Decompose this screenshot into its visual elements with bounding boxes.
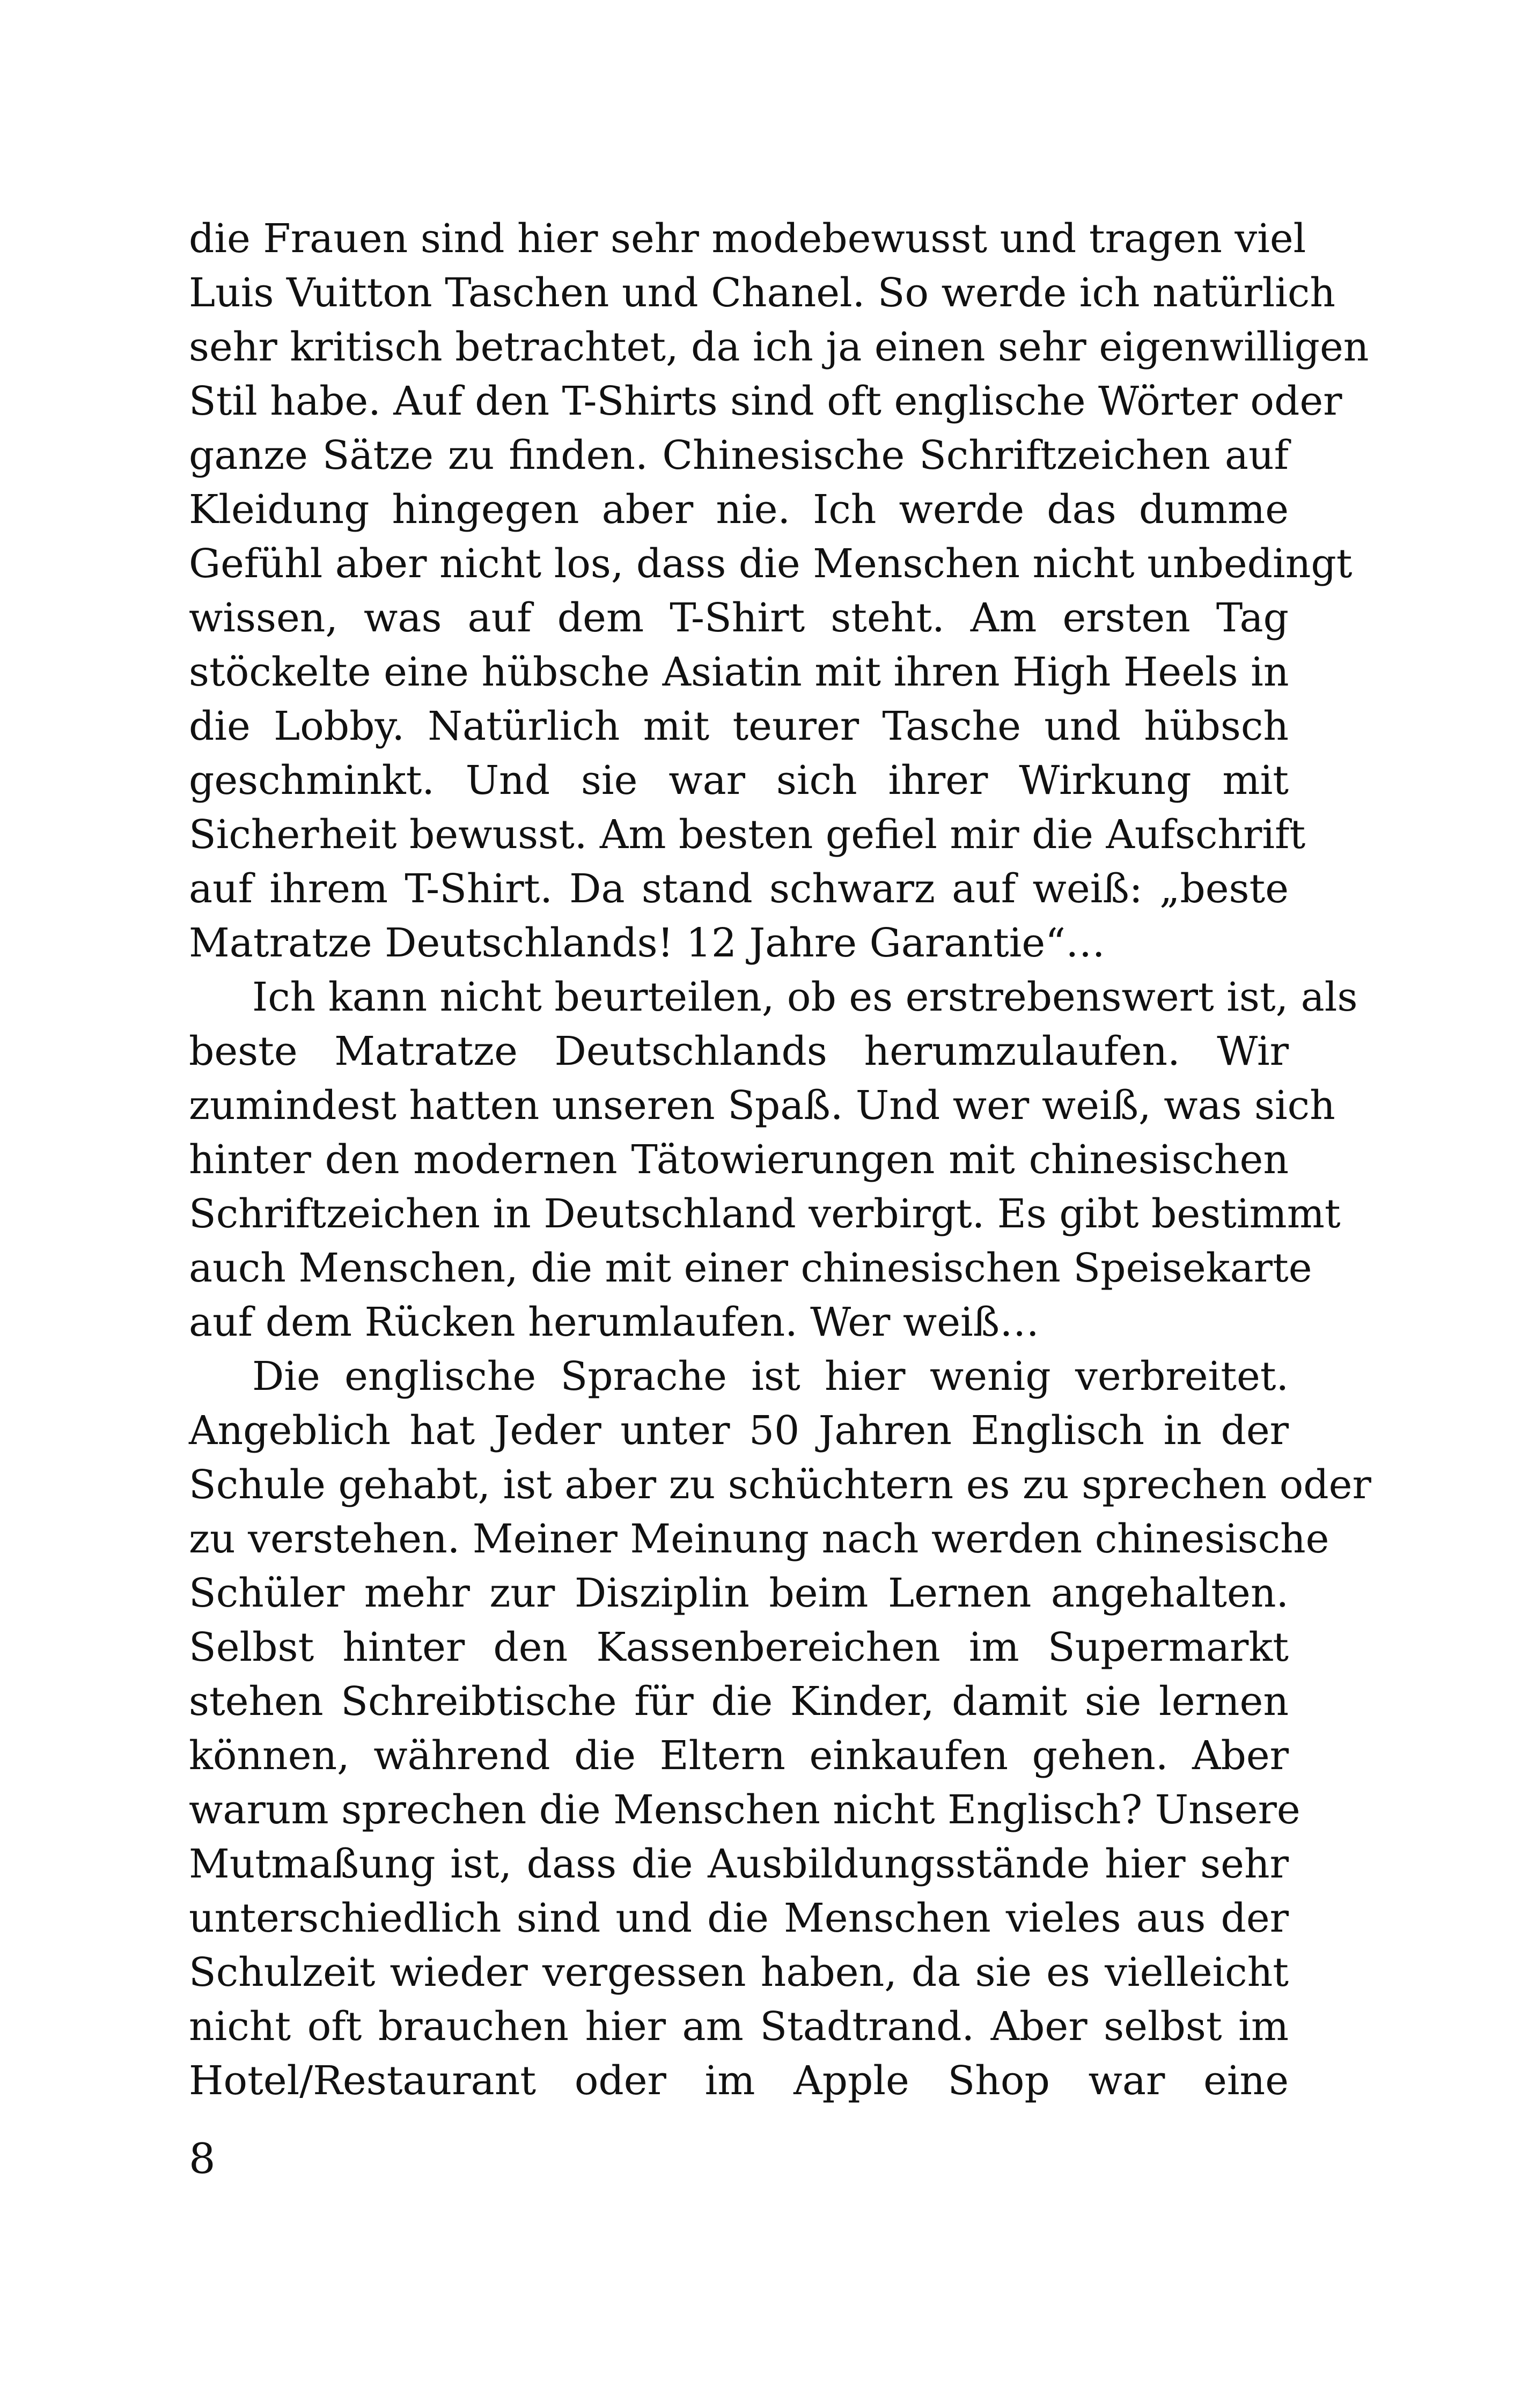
text-line: auf dem Rücken herumlaufen. Wer weiß… xyxy=(189,1299,1040,1345)
text-line: Angeblich hat Jeder unter 50 Jahren Englisch in der xyxy=(189,1408,1289,1454)
paragraph xyxy=(189,212,1369,970)
text-line: stöckelte eine hübsche Asiatin mit ihren High Heels in xyxy=(189,649,1289,695)
text-line: Kleidung hingegen aber nie. Ich werde das dumme xyxy=(189,487,1289,533)
text-line: die Frauen sind hier sehr modebewusst und tragen viel xyxy=(189,216,1306,262)
text-line: nicht oft brauchen hier am Stadtrand. Aber selbst im xyxy=(189,2004,1289,2050)
text-line: zu verstehen. Meiner Meinung nach werden chinesische xyxy=(189,1516,1329,1562)
text-line: warum sprechen die Menschen nicht Englisch? Unsere xyxy=(189,1787,1300,1833)
text-line: Gefühl aber nicht los, dass die Menschen nicht unbedingt xyxy=(189,541,1353,587)
text-line: Stil habe. Auf den T-Shirts sind oft englische Wörter oder xyxy=(189,378,1342,424)
text-line: auf ihrem T-Shirt. Da stand schwarz auf weiß: „beste xyxy=(189,866,1289,912)
text-line: geschminkt. Und sie war sich ihrer Wirkung mit xyxy=(189,757,1289,804)
text-line: unterschiedlich sind und die Menschen vieles aus der xyxy=(189,1895,1289,1941)
body-text xyxy=(189,212,1371,2108)
text-line: Sicherheit bewusst. Am besten gefiel mir die Aufschrift xyxy=(189,812,1306,858)
paragraph xyxy=(189,970,1358,1350)
text-line: auch Menschen, die mit einer chinesischen Speisekarte xyxy=(189,1245,1312,1291)
text-line: Ich kann nicht beurteilen, ob es erstrebenswert ist, als xyxy=(252,974,1358,1020)
text-line: Matratze Deutschlands! 12 Jahre Garantie“… xyxy=(189,920,1106,966)
text-line: sehr kritisch betrachtet, da ich ja einen sehr eigenwilligen xyxy=(189,324,1369,370)
text-line: Luis Vuitton Taschen und Chanel. So werde ich natürlich xyxy=(189,270,1336,316)
text-line: ganze Sätze zu finden. Chinesische Schriftzeichen auf xyxy=(189,432,1289,478)
text-line: Selbst hinter den Kassenbereichen im Supermarkt xyxy=(189,1624,1289,1670)
text-line: Mutmaßung ist, dass die Ausbildungsstände hier sehr xyxy=(189,1841,1289,1887)
text-line: hinter den modernen Tätowierungen mit chinesischen xyxy=(189,1137,1289,1183)
text-line: Schule gehabt, ist aber zu schüchtern es zu sprechen oder xyxy=(189,1462,1371,1508)
text-line: können, während die Eltern einkaufen gehen. Aber xyxy=(189,1733,1289,1779)
text-line: wissen, was auf dem T-Shirt steht. Am ersten Tag xyxy=(189,595,1289,641)
text-line: Schulzeit wieder vergessen haben, da sie es vielleicht xyxy=(189,1949,1289,1995)
text-line: Die englische Sprache ist hier wenig verbreitet. xyxy=(252,1353,1289,1400)
page-number: 8 xyxy=(189,2135,216,2183)
text-line: stehen Schreibtische für die Kinder, damit sie lernen xyxy=(189,1678,1289,1725)
text-line: Hotel/Restaurant oder im Apple Shop war eine xyxy=(189,2058,1289,2104)
text-line: zumindest hatten unseren Spaß. Und wer weiß, was sich xyxy=(189,1083,1335,1129)
text-line: die Lobby. Natürlich mit teurer Tasche und hübsch xyxy=(189,703,1289,749)
text-line: Schriftzeichen in Deutschland verbirgt. Es gibt bestimmt xyxy=(189,1191,1341,1237)
paragraph xyxy=(189,1350,1371,2108)
text-line: Schüler mehr zur Disziplin beim Lernen angehalten. xyxy=(189,1570,1289,1616)
text-line: beste Matratze Deutschlands herumzulaufen. Wir xyxy=(189,1028,1289,1074)
